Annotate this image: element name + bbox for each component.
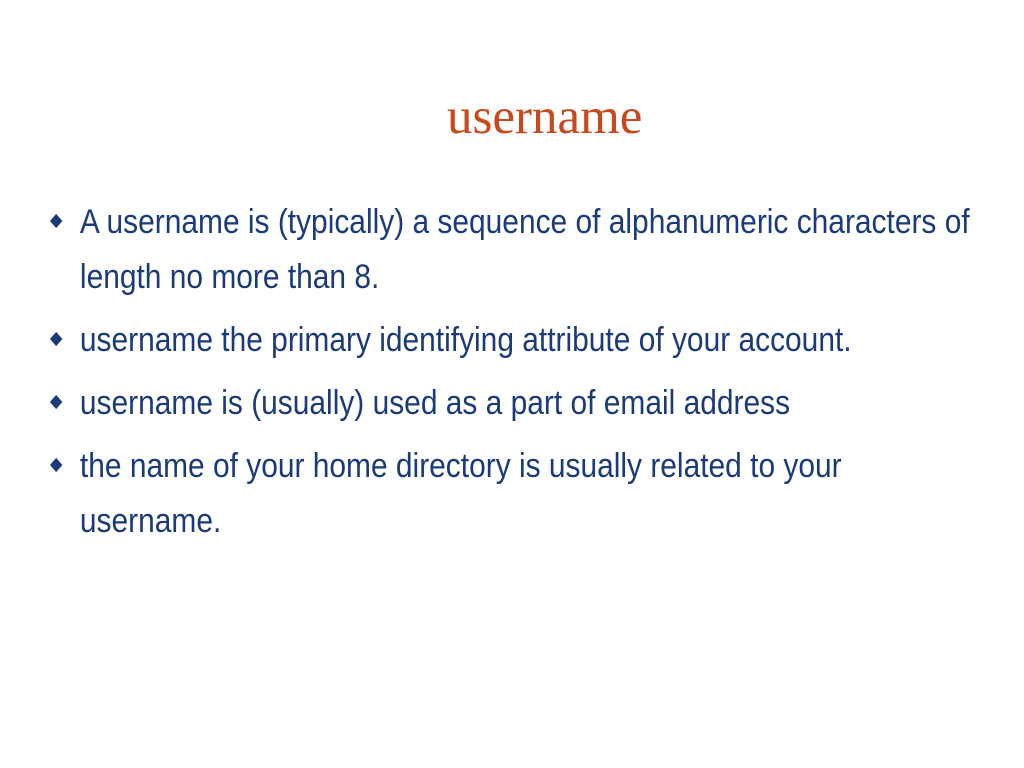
bullet-item: [50, 195, 986, 305]
bullet-item: [50, 313, 986, 368]
bullet-text: A username is (typically) a sequence of alphanumeric characters of length no more than 8.: [79, 203, 970, 296]
bullet-item: [50, 376, 986, 431]
bullet-text: the name of your home directory is usually related to your username.: [79, 447, 842, 540]
diamond-bullet-icon: [50, 214, 62, 228]
slide-title: username: [447, 89, 643, 145]
bullet-text: username the primary identifying attribute of your account.: [79, 321, 852, 359]
diamond-bullet-icon: [50, 332, 62, 346]
diamond-bullet-icon: [50, 395, 62, 409]
bullet-item: [50, 439, 986, 549]
bullet-list: [50, 195, 990, 557]
bullet-text: username is (usually) used as a part of email address: [79, 384, 791, 422]
diamond-bullet-icon: [50, 458, 62, 472]
